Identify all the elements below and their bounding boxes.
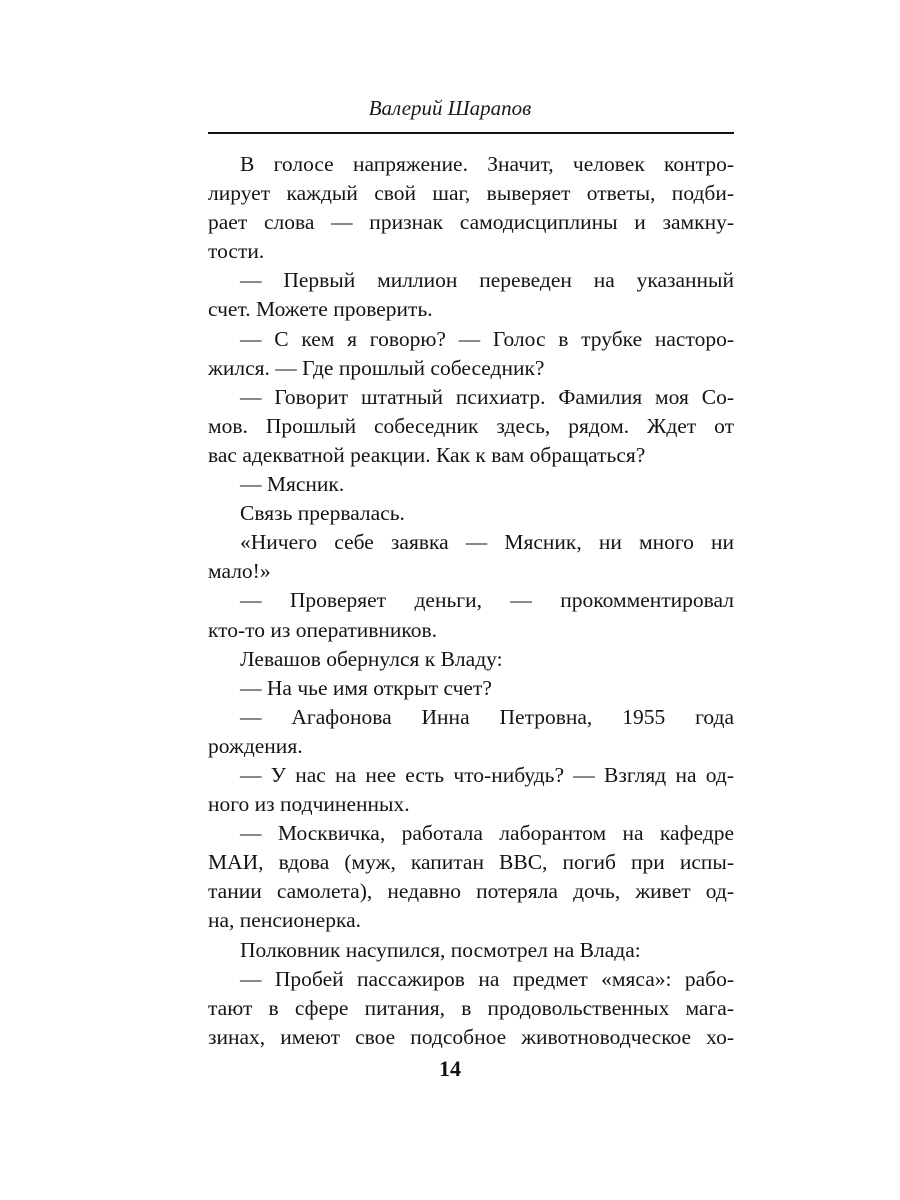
- paragraph: [208, 819, 734, 935]
- text-line: мов. Прошлый собеседник здесь, рядом. Ждет от: [208, 413, 734, 438]
- text-line: на, пенсионерка.: [208, 908, 361, 933]
- text-line: тании самолета), недавно потеряла дочь, живет од-: [208, 879, 734, 904]
- text-line: — Пробей пассажиров на предмет «мяса»: рабо-: [240, 966, 734, 991]
- paragraph: [208, 150, 734, 266]
- text-line: зинах, имеют свое подсобное животноводческое хо-: [208, 1024, 734, 1049]
- paragraph: [208, 470, 734, 499]
- text-line: — Проверяет деньги, — прокомментировал: [240, 588, 734, 613]
- text-line: рождения.: [208, 733, 303, 758]
- text-line: — Первый миллион переведен на указанный: [240, 268, 734, 293]
- paragraph: [208, 266, 734, 324]
- paragraph: [208, 499, 734, 528]
- paragraph: [208, 645, 734, 674]
- text-line: — Говорит штатный психиатр. Фамилия моя Со-: [240, 384, 734, 409]
- paragraph: [208, 965, 734, 1052]
- paragraph: [208, 703, 734, 761]
- text-line: Левашов обернулся к Владу:: [240, 646, 503, 671]
- text-line: — Москвичка, работала лаборантом на кафедре: [240, 821, 734, 846]
- text-line: лирует каждый свой шаг, выверяет ответы, подби-: [208, 181, 734, 206]
- paragraph: [208, 674, 734, 703]
- paragraph: [208, 325, 734, 383]
- text-line: — Агафонова Инна Петровна, 1955 года: [240, 704, 734, 729]
- text-line: рает слова — признак самодисциплины и замкну-: [208, 210, 734, 235]
- text-line: МАИ, вдова (муж, капитан ВВС, погиб при испы-: [208, 850, 734, 875]
- text-line: кто-то из оперативников.: [208, 617, 438, 642]
- paragraph: [208, 586, 734, 644]
- paragraph: [208, 936, 734, 965]
- text-line: — У нас на нее есть что-нибудь? — Взгляд на од-: [240, 762, 734, 787]
- text-line: В голосе напряжение. Значит, человек контро-: [240, 152, 734, 176]
- text-line: жился. — Где прошлый собеседник?: [208, 355, 545, 380]
- page-number: 14: [439, 1056, 461, 1081]
- text-line: — Мясник.: [240, 472, 345, 497]
- paragraph: [208, 761, 734, 819]
- text-line: «Ничего себе заявка — Мясник, ни много ни: [240, 530, 734, 555]
- text-line: Полковник насупился, посмотрел на Влада:: [240, 937, 641, 962]
- text-line: тают в сфере питания, в продовольственных мага-: [208, 995, 734, 1020]
- text-line: тости.: [208, 239, 265, 264]
- header-rule: [208, 132, 734, 134]
- text-line: счет. Можете проверить.: [208, 297, 433, 322]
- text-line: Связь прервалась.: [240, 501, 405, 526]
- text-line: — С кем я говорю? — Голос в трубке насторо-: [240, 326, 734, 351]
- paragraph: [208, 528, 734, 586]
- text-line: вас адекватной реакции. Как к вам обращаться?: [208, 442, 646, 467]
- text-line: — На чье имя открыт счет?: [240, 675, 492, 700]
- text-line: мало!»: [208, 559, 271, 584]
- running-header-author: Валерий Шарапов: [368, 96, 532, 120]
- paragraph: [208, 383, 734, 470]
- text-line: ного из подчиненных.: [208, 792, 410, 817]
- body-text: [208, 150, 734, 1052]
